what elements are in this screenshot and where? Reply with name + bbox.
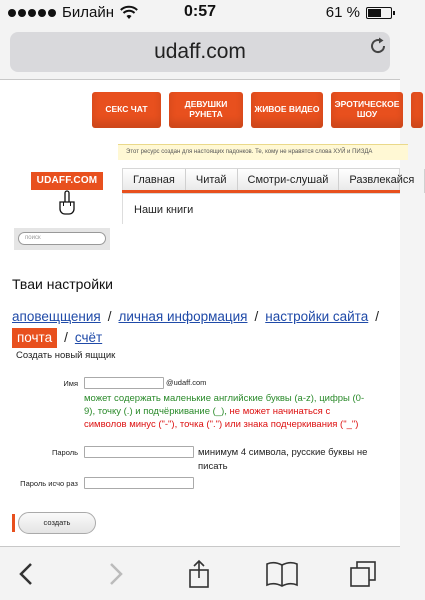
ad-button-partial[interactable]	[411, 92, 423, 128]
subnav-divider	[122, 194, 123, 224]
tabs-icon[interactable]	[348, 559, 378, 589]
tab-notifications[interactable]: аповещщения	[12, 309, 101, 324]
ad-button-erotic-show[interactable]: ЭРОТИЧЕСКОЕ ШОУ	[331, 92, 403, 128]
password-repeat-field[interactable]	[84, 477, 194, 489]
site-logo[interactable]: UDAFF.COM	[31, 172, 103, 190]
middle-finger-icon	[54, 190, 80, 216]
carrier-name: Билайн	[62, 4, 114, 21]
settings-tabs	[12, 306, 400, 348]
ad-button-sex-chat[interactable]: СЕКС ЧАТ	[92, 92, 161, 128]
button-accent	[12, 514, 15, 532]
address-bar[interactable]	[10, 32, 390, 72]
tab-separator: /	[375, 309, 379, 324]
status-bar	[0, 0, 400, 26]
create-button[interactable]: создать	[18, 512, 96, 534]
tab-mail[interactable]: почта	[12, 328, 57, 348]
password-repeat-label: Пароль исчо раз	[20, 479, 78, 488]
nav-item-home[interactable]: Главная	[123, 169, 186, 193]
tab-site-settings[interactable]: настройки сайта	[265, 309, 369, 324]
tab-separator: /	[254, 309, 259, 324]
share-icon[interactable]	[184, 559, 214, 589]
tab-account[interactable]: счёт	[74, 330, 103, 345]
password-field[interactable]	[84, 446, 194, 458]
battery-icon	[366, 7, 392, 19]
name-label: Имя	[63, 379, 78, 388]
browser-address-area	[0, 26, 400, 80]
page-title: Тваи настройки	[12, 276, 113, 292]
name-hint-forbidden: не может начинаться с символов минус ("-"), точка (".") или знака подчеркивания ("_")	[84, 406, 359, 430]
browser-toolbar	[0, 546, 400, 600]
tab-separator: /	[64, 330, 68, 345]
name-hint	[84, 392, 374, 431]
create-mailbox-title: Создать новый ящщик	[16, 350, 116, 361]
site-notice: Этот ресурс создан для настоящих падонков. Те, кому не нравятся слова ХУЙ и ПИЗДА	[118, 144, 408, 160]
forward-icon[interactable]	[100, 559, 130, 589]
domain-suffix: @udaff.com	[166, 378, 207, 387]
battery-percentage: 61 %	[325, 4, 360, 21]
url-text: udaff.com	[154, 40, 246, 63]
mailbox-name-field[interactable]	[84, 377, 164, 389]
bookmarks-icon[interactable]	[264, 559, 300, 589]
nav-item-read[interactable]: Читай	[186, 169, 238, 193]
reload-icon[interactable]	[368, 36, 388, 56]
name-hint-allowed: может содержать маленькие английские буквы (a-z), цифры (0-9), точку (.) и подчёркивание (_),	[84, 393, 365, 417]
back-icon[interactable]	[12, 559, 42, 589]
web-page	[0, 80, 415, 546]
subnav-item-books[interactable]: Наши книги	[134, 204, 194, 216]
clock: 0:57	[183, 3, 217, 20]
ad-button-live-video[interactable]: ЖИВОЕ ВИДЕО	[251, 92, 323, 128]
tab-separator: /	[107, 309, 112, 324]
ad-banner-row	[92, 92, 423, 128]
search-box	[14, 228, 110, 250]
nav-underline	[122, 190, 400, 193]
password-hint: минимум 4 символа, русские буквы не писать	[198, 447, 368, 472]
ad-button-girls[interactable]: ДЕВУШКИ РУНЕТА	[169, 92, 243, 128]
tab-personal-info[interactable]: личная информация	[118, 309, 248, 324]
nav-item-entertain[interactable]: Развлекайся	[339, 169, 425, 193]
search-input[interactable]: поиск	[18, 232, 106, 245]
password-label: Пароль	[51, 448, 78, 457]
nav-item-watch-listen[interactable]: Смотри-слушай	[238, 169, 340, 193]
